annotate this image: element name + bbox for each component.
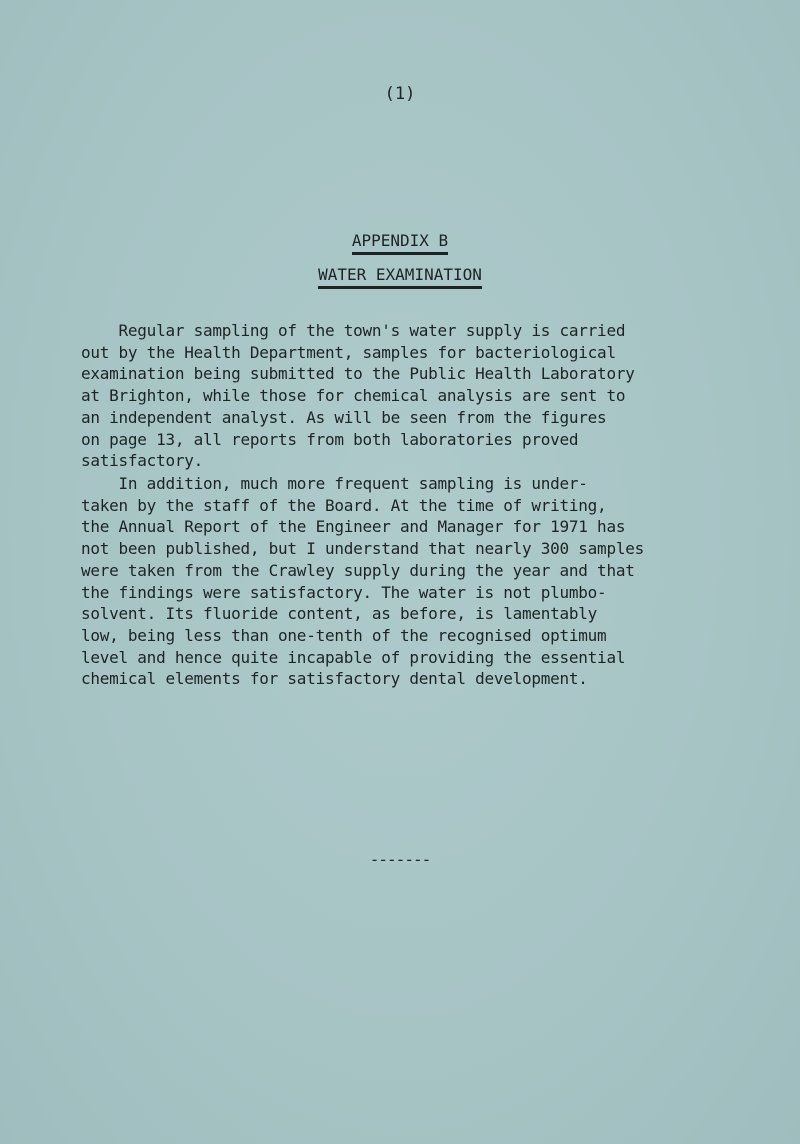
page-number: (1) [384, 84, 416, 104]
paragraph-additional-sampling: In addition, much more frequent sampling is under- taken by the staff of the Board. At the time of writing, the Annual Report of the Engineer and Manager for 1971 has not been published, but I understand that nearly 300 samples were taken from the Crawley supply during the year and that the findings were satisfactory. The water is not plumbo- solvent. Its fluoride content, as before, is lamentably low, being less than one-tenth of the recognised optimum level and hence quite incapable of providing the essential chemical elements for satisfactory dental development. [81, 474, 644, 689]
section-heading [0, 265, 800, 289]
paragraph-sampling: Regular sampling of the town's water supply is carried out by the Health Department, samples for bacteriological examination being submitted to the Public Health Laboratory at Brighton, while those for chemical analysis are sent to an independent analyst. As will be seen from the figures on page 13, all reports from both laboratories proved satisfactory. [81, 321, 635, 471]
section-title: WATER EXAMINATION [318, 266, 482, 289]
appendix-heading [0, 231, 800, 255]
appendix-title: APPENDIX B [352, 232, 448, 255]
end-mark: ------- [369, 850, 431, 869]
